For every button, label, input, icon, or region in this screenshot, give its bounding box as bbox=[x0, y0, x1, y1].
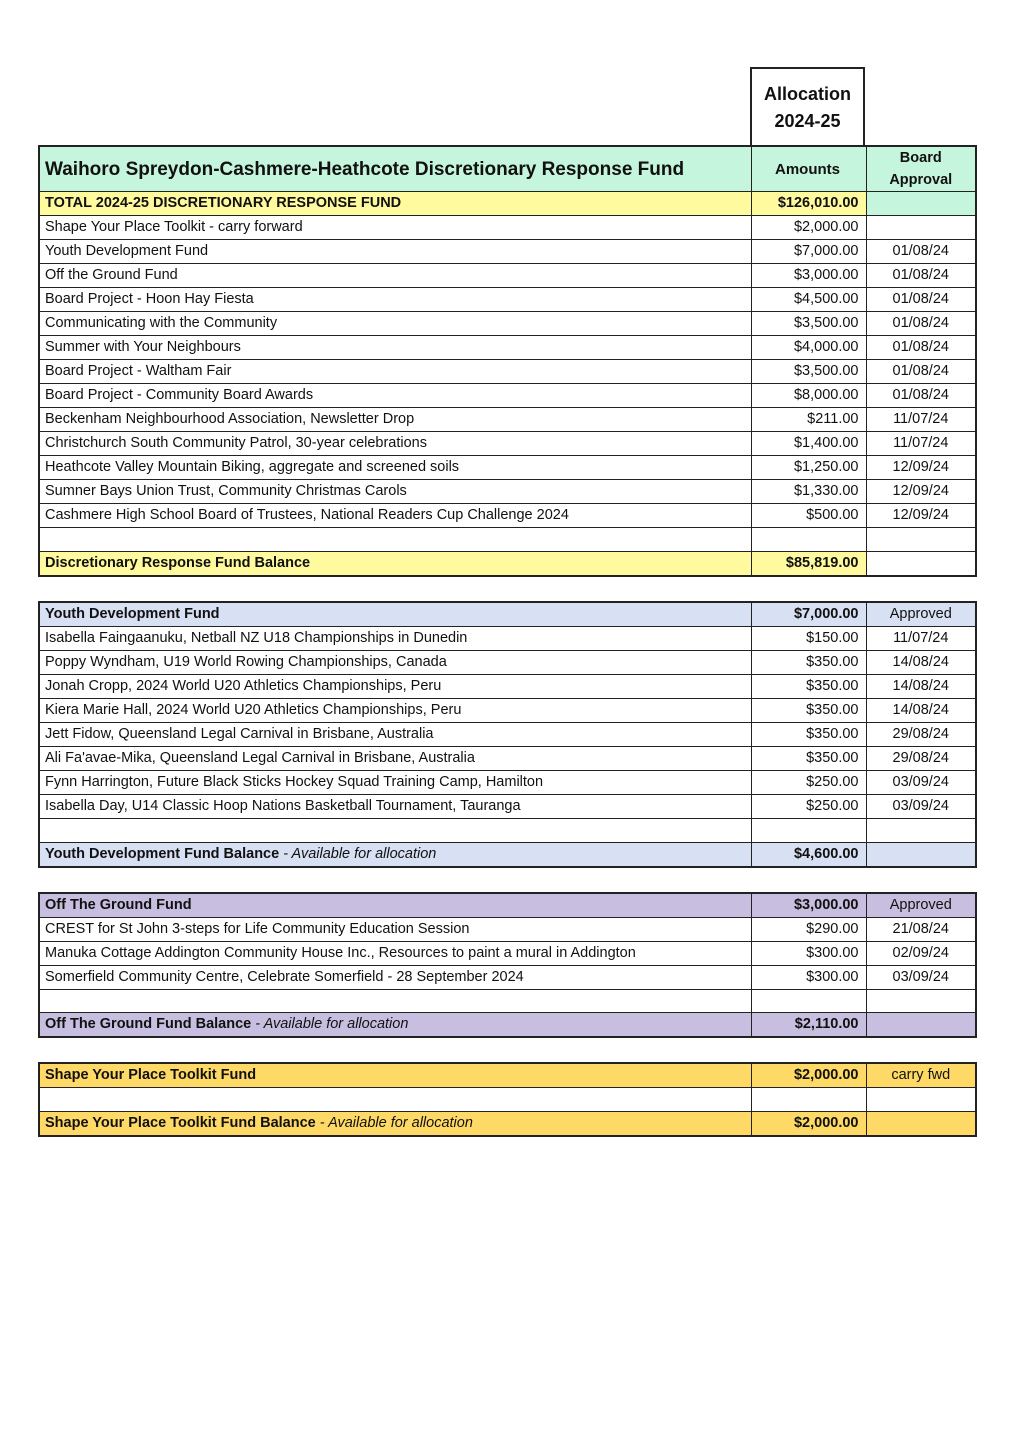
youth-header-label: Youth Development Fund bbox=[39, 602, 751, 627]
toolkit-balance-approval bbox=[866, 1112, 976, 1137]
youth-header-amount: $7,000.00 bbox=[751, 602, 866, 627]
row-approval-date bbox=[866, 216, 976, 240]
youth-fund-row bbox=[39, 626, 976, 650]
toolkit-fund-table bbox=[38, 1062, 977, 1137]
toolkit-header-label: Shape Your Place Toolkit Fund bbox=[39, 1063, 751, 1088]
youth-fund-row bbox=[39, 650, 976, 674]
youth-fund-row bbox=[39, 698, 976, 722]
row-amount: $500.00 bbox=[751, 504, 866, 528]
youth-fund-row bbox=[39, 722, 976, 746]
row-description: Heathcote Valley Mountain Biking, aggregate and screened soils bbox=[39, 456, 751, 480]
total-row bbox=[39, 192, 976, 216]
allocation-year: 2024-25 bbox=[774, 111, 841, 131]
toolkit-header-amount: $2,000.00 bbox=[751, 1063, 866, 1088]
main-balance-row bbox=[39, 551, 976, 576]
offground-fund-row bbox=[39, 941, 976, 965]
youth-fund-row bbox=[39, 746, 976, 770]
youth-balance-approval bbox=[866, 842, 976, 867]
row-approval-date: 12/09/24 bbox=[866, 480, 976, 504]
row-amount: $211.00 bbox=[751, 408, 866, 432]
row-amount: $1,250.00 bbox=[751, 456, 866, 480]
youth-balance-row bbox=[39, 842, 976, 867]
row-approval-date: 01/08/24 bbox=[866, 312, 976, 336]
row-amount: $3,500.00 bbox=[751, 312, 866, 336]
row-approval-date: 12/09/24 bbox=[866, 504, 976, 528]
row-approval-date: 29/08/24 bbox=[866, 722, 976, 746]
row-approval-date: 11/07/24 bbox=[866, 626, 976, 650]
youth-fund-row bbox=[39, 770, 976, 794]
row-approval-date: 11/07/24 bbox=[866, 432, 976, 456]
row-amount: $350.00 bbox=[751, 746, 866, 770]
main-fund-row bbox=[39, 504, 976, 528]
row-amount: $250.00 bbox=[751, 794, 866, 818]
main-fund-row bbox=[39, 432, 976, 456]
row-approval-date: 03/09/24 bbox=[866, 770, 976, 794]
row-description: Shape Your Place Toolkit - carry forward bbox=[39, 216, 751, 240]
row-approval-date: 03/09/24 bbox=[866, 794, 976, 818]
empty-row bbox=[39, 989, 976, 1013]
row-description: Ali Fa'avae-Mika, Queensland Legal Carnival in Brisbane, Australia bbox=[39, 746, 751, 770]
offground-fund-row bbox=[39, 965, 976, 989]
total-amount: $126,010.00 bbox=[751, 192, 866, 216]
toolkit-header-row bbox=[39, 1063, 976, 1088]
offground-balance-amount: $2,110.00 bbox=[751, 1013, 866, 1038]
row-description: Manuka Cottage Addington Community House Inc., Resources to paint a mural in Addington bbox=[39, 941, 751, 965]
row-description: Poppy Wyndham, U19 World Rowing Championships, Canada bbox=[39, 650, 751, 674]
row-amount: $4,000.00 bbox=[751, 336, 866, 360]
toolkit-balance-label: Shape Your Place Toolkit Fund Balance - Available for allocation bbox=[39, 1112, 751, 1137]
row-amount: $4,500.00 bbox=[751, 288, 866, 312]
offground-header-status: Approved bbox=[866, 893, 976, 918]
row-approval-date: 01/08/24 bbox=[866, 360, 976, 384]
main-fund-row bbox=[39, 240, 976, 264]
row-description: Board Project - Hoon Hay Fiesta bbox=[39, 288, 751, 312]
offground-balance-approval bbox=[866, 1013, 976, 1038]
row-description: Cashmere High School Board of Trustees, National Readers Cup Challenge 2024 bbox=[39, 504, 751, 528]
main-fund-row bbox=[39, 264, 976, 288]
row-description: Summer with Your Neighbours bbox=[39, 336, 751, 360]
row-approval-date: 01/08/24 bbox=[866, 384, 976, 408]
row-approval-date: 01/08/24 bbox=[866, 264, 976, 288]
toolkit-balance-row bbox=[39, 1112, 976, 1137]
row-description: Isabella Day, U14 Classic Hoop Nations Basketball Tournament, Tauranga bbox=[39, 794, 751, 818]
youth-fund-row bbox=[39, 674, 976, 698]
row-description: Kiera Marie Hall, 2024 World U20 Athletics Championships, Peru bbox=[39, 698, 751, 722]
row-approval-date: 14/08/24 bbox=[866, 674, 976, 698]
row-description: Communicating with the Community bbox=[39, 312, 751, 336]
youth-balance-amount: $4,600.00 bbox=[751, 842, 866, 867]
youth-header-status: Approved bbox=[866, 602, 976, 627]
main-fund-row bbox=[39, 360, 976, 384]
empty-row bbox=[39, 528, 976, 552]
row-amount: $3,500.00 bbox=[751, 360, 866, 384]
row-description: Sumner Bays Union Trust, Community Christmas Carols bbox=[39, 480, 751, 504]
offground-balance-row bbox=[39, 1013, 976, 1038]
row-description: CREST for St John 3-steps for Life Community Education Session bbox=[39, 917, 751, 941]
main-fund-row bbox=[39, 456, 976, 480]
row-amount: $7,000.00 bbox=[751, 240, 866, 264]
row-description: Board Project - Waltham Fair bbox=[39, 360, 751, 384]
main-fund-row bbox=[39, 408, 976, 432]
offground-header-row bbox=[39, 893, 976, 918]
main-fund-row bbox=[39, 288, 976, 312]
toolkit-empty-row bbox=[39, 1088, 976, 1112]
row-amount: $1,400.00 bbox=[751, 432, 866, 456]
row-approval-date: 01/08/24 bbox=[866, 240, 976, 264]
row-amount: $290.00 bbox=[751, 917, 866, 941]
offground-balance-label: Off The Ground Fund Balance - Available for allocation bbox=[39, 1013, 751, 1038]
row-amount: $350.00 bbox=[751, 674, 866, 698]
main-fund-row bbox=[39, 384, 976, 408]
main-balance-label: Discretionary Response Fund Balance bbox=[39, 551, 751, 576]
row-approval-date: 11/07/24 bbox=[866, 408, 976, 432]
main-balance-approval bbox=[866, 551, 976, 576]
youth-header-row bbox=[39, 602, 976, 627]
row-approval-date: 01/08/24 bbox=[866, 336, 976, 360]
row-amount: $2,000.00 bbox=[751, 216, 866, 240]
row-amount: $250.00 bbox=[751, 770, 866, 794]
row-approval-date: 02/09/24 bbox=[866, 941, 976, 965]
row-amount: $1,330.00 bbox=[751, 480, 866, 504]
row-amount: $150.00 bbox=[751, 626, 866, 650]
row-description: Youth Development Fund bbox=[39, 240, 751, 264]
total-approval bbox=[866, 192, 976, 216]
youth-balance-label: Youth Development Fund Balance - Available for allocation bbox=[39, 842, 751, 867]
row-approval-date: 14/08/24 bbox=[866, 698, 976, 722]
row-amount: $8,000.00 bbox=[751, 384, 866, 408]
toolkit-header-status: carry fwd bbox=[866, 1063, 976, 1088]
row-amount: $350.00 bbox=[751, 698, 866, 722]
row-amount: $300.00 bbox=[751, 941, 866, 965]
main-title: Waihoro Spreydon-Cashmere-Heathcote Discretionary Response Fund bbox=[39, 146, 751, 192]
youth-fund-table bbox=[38, 601, 977, 868]
discretionary-fund-table bbox=[38, 145, 977, 577]
main-title-row bbox=[39, 146, 976, 192]
toolkit-balance-amount: $2,000.00 bbox=[751, 1112, 866, 1137]
row-description: Fynn Harrington, Future Black Sticks Hockey Squad Training Camp, Hamilton bbox=[39, 770, 751, 794]
row-approval-date: 29/08/24 bbox=[866, 746, 976, 770]
total-label: TOTAL 2024-25 DISCRETIONARY RESPONSE FUND bbox=[39, 192, 751, 216]
main-fund-row bbox=[39, 480, 976, 504]
row-approval-date: 21/08/24 bbox=[866, 917, 976, 941]
row-description: Isabella Faingaanuku, Netball NZ U18 Championships in Dunedin bbox=[39, 626, 751, 650]
allocation-label: Allocation bbox=[763, 84, 851, 104]
row-description: Somerfield Community Centre, Celebrate Somerfield - 28 September 2024 bbox=[39, 965, 751, 989]
row-description: Jett Fidow, Queensland Legal Carnival in Brisbane, Australia bbox=[39, 722, 751, 746]
row-amount: $350.00 bbox=[751, 722, 866, 746]
row-approval-date: 14/08/24 bbox=[866, 650, 976, 674]
main-fund-row bbox=[39, 216, 976, 240]
offground-header-label: Off The Ground Fund bbox=[39, 893, 751, 918]
amounts-header: Amounts bbox=[751, 146, 866, 192]
board-approval-header: Board Approval bbox=[866, 146, 976, 192]
row-description: Beckenham Neighbourhood Association, Newsletter Drop bbox=[39, 408, 751, 432]
empty-row bbox=[39, 818, 976, 842]
row-approval-date: 03/09/24 bbox=[866, 965, 976, 989]
row-description: Board Project - Community Board Awards bbox=[39, 384, 751, 408]
main-fund-row bbox=[39, 336, 976, 360]
allocation-header bbox=[750, 67, 865, 147]
row-amount: $3,000.00 bbox=[751, 264, 866, 288]
row-approval-date: 12/09/24 bbox=[866, 456, 976, 480]
main-fund-row bbox=[39, 312, 976, 336]
row-description: Jonah Cropp, 2024 World U20 Athletics Championships, Peru bbox=[39, 674, 751, 698]
row-amount: $350.00 bbox=[751, 650, 866, 674]
row-amount: $300.00 bbox=[751, 965, 866, 989]
main-balance-amount: $85,819.00 bbox=[751, 551, 866, 576]
row-approval-date: 01/08/24 bbox=[866, 288, 976, 312]
youth-fund-row bbox=[39, 794, 976, 818]
row-description: Christchurch South Community Patrol, 30-year celebrations bbox=[39, 432, 751, 456]
offground-fund-table bbox=[38, 892, 977, 1039]
row-description: Off the Ground Fund bbox=[39, 264, 751, 288]
offground-fund-row bbox=[39, 917, 976, 941]
offground-header-amount: $3,000.00 bbox=[751, 893, 866, 918]
